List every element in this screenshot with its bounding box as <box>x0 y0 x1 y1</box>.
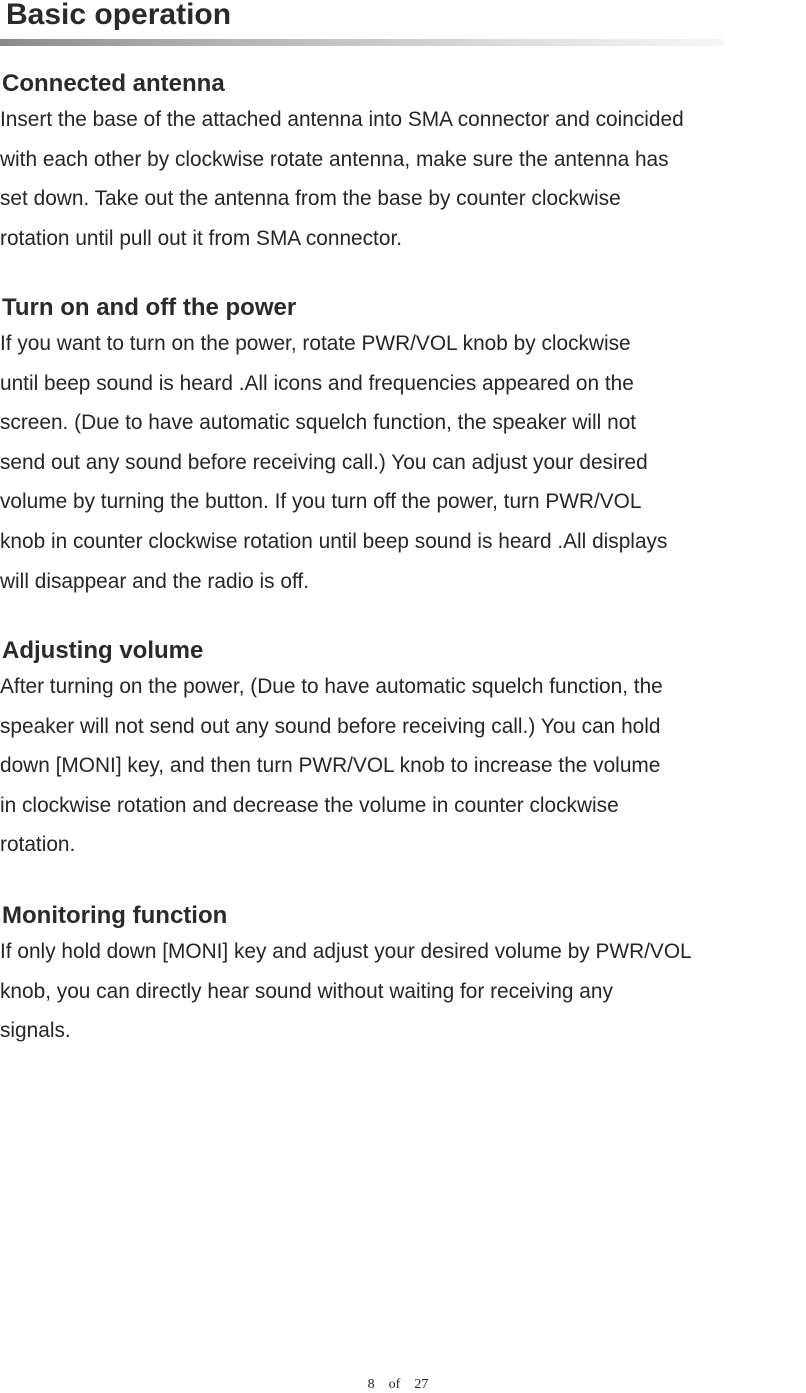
section-turn-on-off-power <box>0 294 806 601</box>
body-line: down [MONI] key, and then turn PWR/VOL knob to increase the volume <box>0 754 661 778</box>
section-heading: Connected antenna <box>2 70 225 97</box>
body-line: Insert the base of the attached antenna into SMA connector and coincided <box>0 108 684 131</box>
body-line: rotation until pull out it from SMA connector. <box>0 226 403 250</box>
section-connected-antenna <box>0 70 806 258</box>
body-line: After turning on the power, (Due to have automatic squelch function, the <box>0 675 663 698</box>
body-line: knob in counter clockwise rotation until beep sound is heard .All displays <box>0 529 668 553</box>
section-adjusting-volume <box>0 637 806 865</box>
section-body <box>0 324 806 601</box>
section-body <box>0 932 806 1051</box>
body-line: will disappear and the radio is off. <box>0 569 309 593</box>
title-underline-rule <box>0 39 724 46</box>
section-body <box>0 100 806 258</box>
body-line: rotation. <box>0 833 76 857</box>
body-line: screen. (Due to have automatic squelch function, the speaker will not <box>0 411 637 435</box>
body-line: If only hold down [MONI] key and adjust your desired volume by PWR/VOL <box>0 940 692 963</box>
body-line: until beep sound is heard .All icons and frequencies appeared on the <box>0 371 634 395</box>
body-line: speaker will not send out any sound before receiving call.) You can hold <box>0 714 661 738</box>
section-heading: Turn on and off the power <box>2 294 297 321</box>
body-line: If you want to turn on the power, rotate PWR/VOL knob by clockwise <box>0 332 631 355</box>
body-line: set down. Take out the antenna from the base by counter clockwise <box>0 187 621 211</box>
section-body <box>0 667 806 865</box>
page-title: Basic operation <box>6 0 232 31</box>
body-line: with each other by clockwise rotate antenna, make sure the antenna has <box>0 147 669 171</box>
section-heading: Monitoring function <box>2 902 228 929</box>
section-heading: Adjusting volume <box>2 637 204 664</box>
body-line: send out any sound before receiving call.) You can adjust your desired <box>0 450 648 474</box>
page-number: 8 of 27 <box>367 1377 429 1392</box>
section-monitoring-function <box>0 902 806 1051</box>
body-line: volume by turning the button. If you turn off the power, turn PWR/VOL <box>0 490 642 514</box>
body-line: signals. <box>0 1019 71 1043</box>
body-line: in clockwise rotation and decrease the volume in counter clockwise <box>0 793 619 817</box>
body-line: knob, you can directly hear sound without waiting for receiving any <box>0 979 613 1003</box>
